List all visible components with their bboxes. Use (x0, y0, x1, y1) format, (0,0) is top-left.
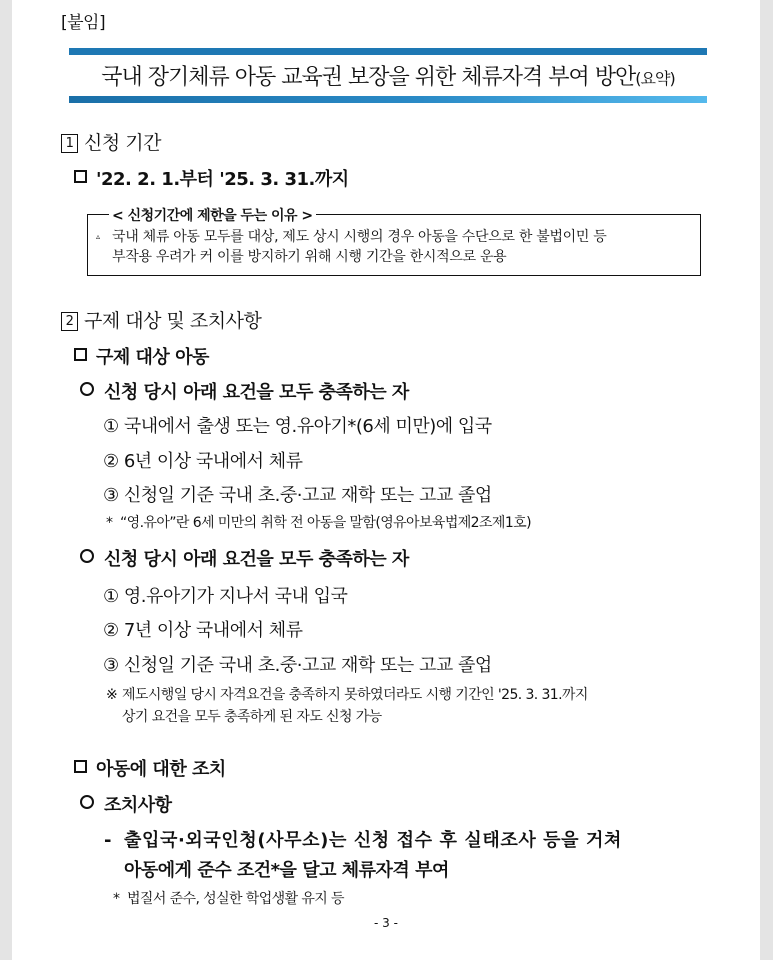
reference-mark: ※ (106, 687, 118, 703)
group-1-heading: 신청 당시 아래 요건을 모두 충족하는 자 (80, 378, 409, 404)
page-number: - 3 - (374, 916, 398, 930)
section-number-box: 1 (61, 134, 78, 153)
target-children-heading: 구제 대상 아동 (74, 343, 209, 369)
measures-heading: 아동에 대한 조치 (74, 755, 226, 781)
measures-line-2: 아동에게 준수 조건*을 달고 체류자격 부여 (124, 860, 449, 881)
measures-subheading: 조치사항 (80, 791, 172, 817)
section-2-heading (61, 306, 261, 333)
title-top-bar (69, 48, 707, 55)
asterisk-mark: * (113, 891, 120, 907)
circle-bullet-icon (80, 549, 94, 563)
section-1-heading (61, 128, 161, 155)
group-1-item-2: ② 6년 이상 국내에서 체류 (103, 451, 303, 472)
section-2-title: 구제 대상 및 조치사항 (84, 310, 262, 332)
reason-text-1: 국내 체류 아동 모두를 대상, 제도 상시 시행의 경우 아동을 수단으로 한 불법이민 등 (112, 229, 607, 245)
application-period (74, 165, 349, 191)
square-bullet-icon (74, 170, 87, 183)
document-page (12, 0, 760, 960)
group-2-item-3: ③ 신청일 기준 국내 초.중·고교 재학 또는 고교 졸업 (103, 655, 492, 676)
measures-note: * 법질서 준수, 성실한 학업생활 유지 등 (113, 891, 344, 907)
group-2-heading: 신청 당시 아래 요건을 모두 충족하는 자 (80, 545, 409, 571)
title-main: 국내 장기체류 아동 교육권 보장을 위한 체류자격 부여 방안 (101, 65, 636, 90)
group-2-item-1: ① 영.유아기가 지나서 국내 입국 (103, 586, 348, 607)
circle-bullet-icon (80, 795, 94, 809)
group-2-note-line-2: 상기 요건을 모두 충족하게 된 자도 신청 가능 (122, 709, 382, 725)
group-2-note: ※ 제도시행일 당시 자격요건을 충족하지 못하였더라도 시행 기간인 '25. 3. 31.까지 (106, 687, 588, 703)
circle-bullet-icon (80, 382, 94, 396)
title-bottom-bar (69, 96, 707, 103)
dash-bullet: - (104, 830, 113, 851)
reason-box-legend: < 신청기간에 제한을 두는 이유 > (109, 205, 316, 225)
group-1-note: * “영.유아”란 6세 미만의 취학 전 아동을 말함(영유아보육법제2조제1호) (106, 515, 531, 531)
measures-line-1: - 출입국·외국인청(사무소)는 신청 접수 후 실태조사 등을 거쳐 (104, 830, 622, 851)
group-2-item-2: ② 7년 이상 국내에서 체류 (103, 620, 303, 641)
asterisk-mark: * (106, 515, 113, 531)
triangle-bullet-icon: ▵ (96, 232, 100, 241)
attachment-label: [붙임] (61, 13, 106, 33)
reason-text-2: 부작용 우려가 커 이를 방지하기 위해 시행 기간을 한시적으로 운용 (112, 249, 507, 265)
title-suffix: (요약) (635, 69, 675, 88)
reason-line-1 (96, 226, 607, 248)
section-number-box: 2 (61, 312, 78, 331)
square-bullet-icon (74, 760, 87, 773)
group-1-item-1: ① 국내에서 출생 또는 영.유아기*(6세 미만)에 입국 (103, 416, 492, 437)
document-title (69, 60, 707, 91)
group-1-item-3: ③ 신청일 기준 국내 초.중·고교 재학 또는 고교 졸업 (103, 485, 492, 506)
square-bullet-icon (74, 348, 87, 361)
section-1-title: 신청 기간 (84, 132, 161, 154)
application-period-text: '22. 2. 1.부터 '25. 3. 31.까지 (96, 169, 349, 190)
